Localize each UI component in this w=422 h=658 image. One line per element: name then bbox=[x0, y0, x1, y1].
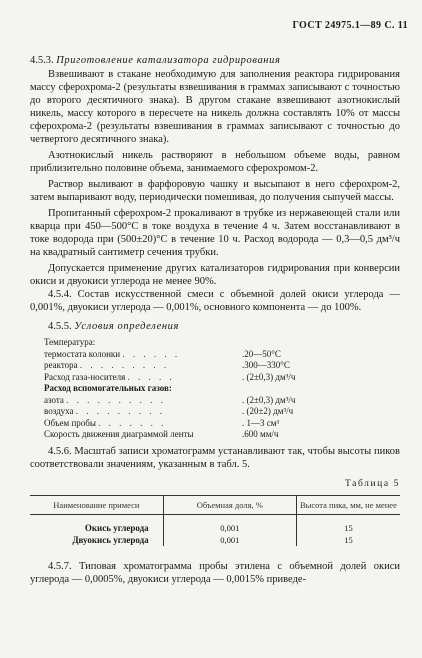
condition-label-text: Объем пробы bbox=[44, 417, 96, 428]
table-caption: Таблица 5 bbox=[344, 478, 400, 489]
section-4-5-4: 4.5.4. Состав искусственной смеси с объемной долей окиси углерода — 0,001%, двуокиси углерода — 0,001%, основного компонента — до 100%. bbox=[30, 289, 400, 313]
leader-dots: . . . . . . . bbox=[98, 417, 167, 428]
condition-value: .600 мм/ч bbox=[242, 429, 279, 439]
paragraph: Азотнокислый никель растворяют в небольшом объеме воды, равном приблизительно половине объема, занимаемого сферохромом-2. bbox=[30, 150, 400, 174]
condition-row bbox=[44, 349, 400, 361]
paragraph: Допускается применение других катализаторов гидрирования при конверсии окиси и двуокиси углерода не менее 90%. bbox=[30, 263, 400, 287]
condition-label-text: Скорость движения диаграммой ленты bbox=[44, 429, 194, 439]
condition-value: . (20±2) дм³/ч bbox=[242, 406, 294, 416]
condition-label-text: реактора bbox=[44, 360, 78, 370]
header-cell: Объемная доля, % bbox=[163, 495, 296, 514]
condition-value: . (2±0,3) дм³/ч bbox=[242, 394, 296, 405]
condition-row bbox=[44, 418, 400, 430]
table-cell: Окись углерода bbox=[84, 522, 149, 533]
condition-row bbox=[44, 429, 400, 441]
leader-dots: . . . . . . bbox=[122, 348, 181, 359]
table-cell: 0,001 bbox=[163, 514, 296, 534]
condition-label bbox=[44, 406, 242, 418]
condition-label bbox=[44, 383, 242, 395]
table-cell: 0,001 bbox=[163, 534, 296, 546]
condition-label bbox=[44, 349, 242, 361]
condition-value: . 1—3 см³ bbox=[242, 417, 280, 428]
condition-label bbox=[44, 429, 242, 441]
condition-label bbox=[44, 395, 242, 407]
section-title: Условия определения bbox=[74, 321, 179, 332]
condition-row bbox=[44, 406, 400, 418]
paragraph: Взвешивают в стакане необходимую для заполнения реактора гидрирования массу сферохрома-2 (результаты взвешивания в граммах записывают с точностью до второго десятичного знака). В другом стакане взвешивают азотнокислый никель, массу которого в пересчете на никель должна составлять 10% от массы сферохрома-2 (результаты взвешивания в граммах записывают с точностью до четвертого десятичного знака). bbox=[30, 69, 400, 145]
condition-label-text: Температура: bbox=[44, 337, 96, 347]
table-header-row bbox=[30, 495, 400, 514]
condition-label bbox=[44, 372, 242, 384]
section-4-5-5-heading bbox=[30, 320, 400, 333]
condition-row bbox=[44, 383, 400, 395]
condition-row bbox=[44, 395, 400, 407]
condition-label-text: Расход вспомогательных газов: bbox=[44, 383, 172, 393]
condition-label bbox=[44, 360, 242, 372]
section-4-5-7: 4.5.7. Типовая хроматограмма пробы этилена с объемной долей окиси углерода — 0,0005%, двуокиси углерода — 0,0015% приведе- bbox=[30, 560, 400, 585]
condition-row bbox=[44, 337, 400, 349]
page-content bbox=[30, 50, 400, 586]
section-number: 4.5.5. bbox=[48, 321, 72, 332]
condition-label bbox=[44, 418, 242, 430]
condition-row bbox=[44, 372, 400, 384]
condition-value: . (2±0,3) дм³/ч bbox=[242, 371, 296, 382]
table-5 bbox=[30, 495, 400, 546]
header-cell: Высота пика, мм, не менее bbox=[296, 495, 400, 514]
table-cell: 15 bbox=[296, 534, 400, 546]
condition-label-text: Расход газа-носителя bbox=[44, 371, 126, 382]
section-number: 4.5.3. bbox=[30, 55, 54, 66]
conditions-list bbox=[44, 337, 400, 441]
condition-row bbox=[44, 360, 400, 372]
condition-label-text: азота bbox=[44, 394, 64, 405]
table-cell: Двуокись углерода bbox=[72, 534, 149, 545]
table-row bbox=[30, 514, 400, 534]
leader-dots: . . . . . . . . . bbox=[75, 406, 166, 416]
paragraph: Пропитанный сферохром-2 прокаливают в трубке из нержавеющей стали или кварца при 450—500°С в токе воздуха в течение 4 ч. Затем восстанавливают в токе водорода при (500±20)°С в течение 10 ч. Расход водорода — 0,3—0,5 дм³/ч на квадратный сантиметр сечения трубки. bbox=[30, 208, 400, 258]
condition-value: .20—50°С bbox=[242, 348, 281, 359]
condition-label-text: термостата колонки bbox=[44, 348, 121, 359]
page-header: ГОСТ 24975.1—89 С. 11 bbox=[292, 20, 408, 31]
table-row bbox=[30, 534, 400, 546]
section-4-5-3-heading bbox=[30, 54, 400, 67]
header-cell: Наименование примеси bbox=[30, 495, 163, 514]
section-4-5-6: 4.5.6. Масштаб записи хроматограмм устанавливают так, чтобы высоты пиков соответствовали значениям, указанным в табл. 5. bbox=[30, 445, 400, 470]
leader-dots: . . . . . . . . . . bbox=[66, 394, 166, 405]
leader-dots: . . . . . bbox=[127, 371, 175, 382]
condition-label bbox=[44, 337, 242, 349]
condition-label-text: воздуха bbox=[44, 406, 74, 416]
table-cell: 15 bbox=[296, 514, 400, 534]
paragraph: Раствор выливают в фарфоровую чашку и высыпают в него сферохром-2, затем выпаривают воду, периодически помешивая, до получения сыпучей массы. bbox=[30, 179, 400, 203]
section-title: Приготовление катализатора гидрирования bbox=[56, 55, 281, 66]
condition-value: .300—330°С bbox=[242, 360, 290, 370]
leader-dots: . . . . . . . . . bbox=[79, 360, 170, 370]
